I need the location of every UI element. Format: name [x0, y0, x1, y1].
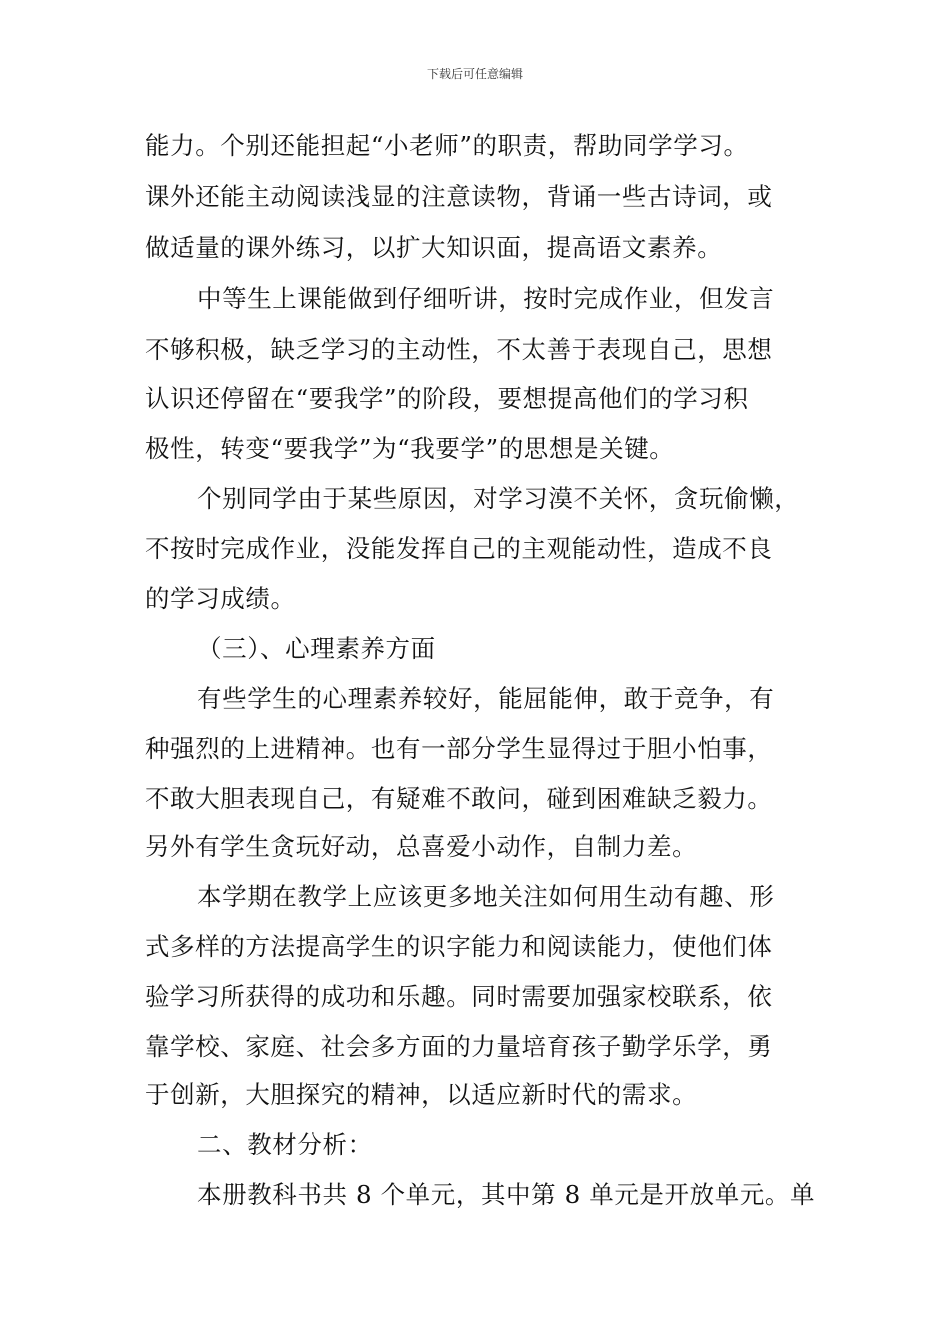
text-line: 式多样的方法提高学生的识字能力和阅读能力，使他们体: [145, 932, 773, 961]
text-line: 个别同学由于某些原因，对学习漠不关怀，贪玩偷懒，: [197, 484, 800, 513]
text-line: 另外有学生贪玩好动，总喜爱小动作，自制力差。: [145, 832, 698, 861]
text-line: 的学习成绩。: [145, 584, 296, 613]
text-line: 课外还能主动阅读浅显的注意读物，背诵一些古诗词，或: [145, 182, 773, 211]
text-line: 本册教科书共 8 个单元，其中第 8 单元是开放单元。单: [197, 1180, 816, 1209]
text-line: 种强烈的上进精神。也有一部分学生显得过于胆小怕事，: [145, 734, 773, 763]
text-line: 不够积极，缺乏学习的主动性，不太善于表现自己，思想: [145, 335, 773, 364]
page-header: 下载后可任意编辑: [426, 67, 523, 81]
text-line: 不按时完成作业，没能发挥自己的主观能动性，造成不良: [145, 534, 773, 563]
text-line: 极性，转变“要我学”为“我要学”的思想是关键。: [145, 434, 675, 463]
text-line: 于创新，大胆探究的精神，以适应新时代的需求。: [145, 1080, 698, 1109]
text-line: 能力。个别还能担起“小老师”的职责，帮助同学学习。: [145, 131, 749, 160]
text-line: 靠学校、家庭、社会多方面的力量培育孩子勤学乐学，勇: [145, 1032, 773, 1061]
text-line: 本学期在教学上应该更多地关注如何用生动有趣、形: [197, 882, 775, 911]
text-line: 不敢大胆表现自己，有疑难不敢问，碰到困难缺乏毅力。: [145, 784, 773, 813]
text-line: 验学习所获得的成功和乐趣。同时需要加强家校联系，依: [145, 982, 773, 1011]
text-line: 做适量的课外练习，以扩大知识面，提高语文素养。: [145, 233, 723, 262]
text-line: 有些学生的心理素养较好，能屈能伸，敢于竞争，有: [197, 684, 775, 713]
section-heading: （三）、心理素养方面: [197, 634, 436, 663]
section-heading: 二、教材分析：: [197, 1130, 373, 1159]
text-line: 认识还停留在“要我学”的阶段，要想提高他们的学习积: [145, 384, 749, 413]
text-line: 中等生上课能做到仔细听讲，按时完成作业，但发言: [197, 284, 775, 313]
